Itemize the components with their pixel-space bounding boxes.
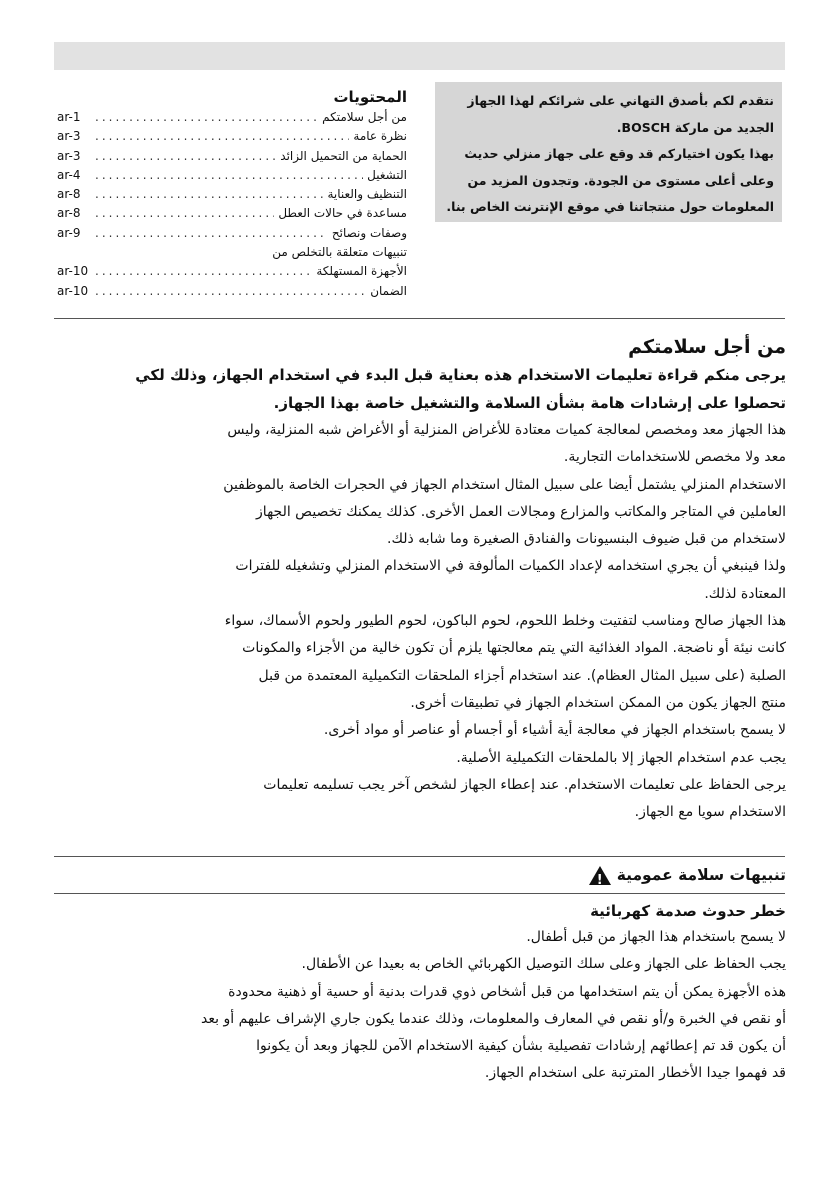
paragraph	[60, 979, 786, 1088]
text-line: قد فهموا جيدا الأخطار المترتبة على استخدام الجهاز.	[484, 1065, 786, 1082]
intro-bold-line: تحصلوا على إرشادات هامة بشأن السلامة والتشغيل خاصة بهذا الجهاز.	[273, 393, 786, 412]
toc-item-label: الأجهزة المستهلكة	[316, 264, 407, 279]
intro-line: نتقدم لكم بأصدق التهاني على شرائكم لهذا الجهاز	[467, 93, 774, 108]
general-warnings-title-row	[60, 863, 786, 887]
toc-item[interactable]	[57, 108, 407, 127]
electric-shock-heading: خطر حدوث صدمة كهربائية	[590, 902, 786, 920]
divider	[54, 856, 785, 857]
toc-item[interactable]	[57, 185, 407, 204]
section-heading: من أجل سلامتكم	[628, 336, 786, 358]
text-line: منتج الجهاز يكون من الممكن استخدام الجهاز في تطبيقات أخرى.	[410, 694, 786, 711]
toc-title: المحتويات	[333, 88, 407, 106]
intro-line: المعلومات حول منتجاتنا في موقع الإنترنت الخاص بنا.	[446, 199, 774, 214]
toc-item-page: ar-9	[57, 225, 81, 240]
toc-item-page: ar-3	[57, 148, 81, 163]
text-line: أن يكون قد تم إعطائهم إرشادات تفصيلية بشأن كيفية الاستخدام الآمن للجهاز وبعد أن يكونوا	[256, 1038, 786, 1055]
text-line: هذا الجهاز معد ومخصص لمعالجة كميات معتادة للأغراض المنزلية أو الأغراض شبه المنزلية، وليس	[227, 422, 786, 438]
divider	[54, 893, 785, 894]
toc-item[interactable]	[57, 166, 407, 185]
toc-leader	[95, 147, 276, 166]
toc-item-page: ar-10	[57, 264, 89, 279]
toc-item[interactable]	[57, 204, 407, 223]
general-warnings-section	[60, 898, 786, 1088]
toc-item[interactable]	[57, 282, 407, 301]
paragraph	[60, 951, 786, 978]
toc-item-label: نظرة عامة	[353, 129, 407, 144]
toc-leader	[95, 127, 349, 146]
toc-item-wrapped-line[interactable]: تنبيهات متعلقة بالتخلص من	[272, 245, 407, 260]
text-line: معد ولا مخصص للاستخدامات التجارية.	[563, 449, 786, 466]
text-line: لاستخدام من قبل ضيوف البنسيونات والفنادق الصغيرة وما شابه ذلك.	[387, 531, 786, 548]
table-of-contents	[57, 86, 407, 301]
toc-item-label: وصفات ونصائح	[331, 225, 407, 240]
text-line: المعتادة لذلك.	[704, 585, 786, 602]
text-line: العاملين في المتاجر والمكاتب والمزارع ومجالات العمل الأخرى. كذلك يمكنك تخصيص الجهاز	[256, 503, 786, 520]
toc-leader	[95, 204, 274, 223]
text-line: لا يسمح باستخدام الجهاز في معالجة أية أشياء أو أجسام أو عناصر أو مواد أخرى.	[323, 722, 786, 739]
paragraph	[60, 472, 786, 554]
text-line: كانت نيئة أو ناضجة. المواد الغذائية التي يتم معالجتها يلزم أن تكون خالية من الأجزاء والمكونات	[242, 640, 786, 657]
toc-item[interactable]	[57, 224, 407, 243]
intro-line: الجديد من ماركة BOSCH.	[616, 119, 774, 135]
text-line: الاستخدام المنزلي يشتمل أيضا على سبيل المثال استخدام الجهاز في الحجرات الخاصة بالموظفين	[223, 476, 786, 493]
text-line: أو نقص في الخبرة و/أو نقص في المعارف والمعلومات، وذلك عندما يكون جاري الإشراف عليهم أو بعد	[201, 1010, 786, 1027]
paragraph	[60, 553, 786, 608]
paragraph	[60, 772, 786, 827]
paragraph	[60, 717, 786, 744]
toc-item-label: مساعدة في حالات العطل	[278, 206, 407, 221]
toc-item-page: ar-4	[57, 167, 81, 182]
general-warnings-heading: تنبيهات سلامة عمومية	[616, 866, 786, 884]
toc-leader	[95, 282, 366, 301]
intro-box	[435, 82, 782, 222]
header-bar	[54, 42, 785, 70]
safety-section	[60, 332, 786, 826]
text-line: يجب الحفاظ على الجهاز وعلى سلك التوصيل الكهربائي الخاص به بعيدا عن الأطفال.	[301, 956, 786, 973]
toc-item-page: ar-8	[57, 187, 81, 202]
toc-item-label: الضمان	[370, 283, 407, 298]
text-line: يرجى الحفاظ على تعليمات الاستخدام. عند إعطاء الجهاز لشخص آخر يجب تسليمه تعليمات	[263, 776, 786, 793]
toc-leader	[95, 224, 328, 243]
text-line: هذا الجهاز صالح ومناسب لتفتيت وخلط اللحوم، لحوم الباكون، لحوم الطيور ولحوم الأسماك، سواء	[224, 613, 786, 630]
toc-leader	[95, 166, 363, 185]
toc-leader	[95, 185, 323, 204]
text-line: لا يسمح باستخدام هذا الجهاز من قبل أطفال.	[526, 929, 786, 945]
paragraph	[60, 417, 786, 472]
text-line: الصلبة (على سبيل المثال العظام). عند استخدام أجزاء الملحقات التكميلية المعتمدة من قبل	[258, 667, 786, 684]
intro-bold-line: يرجى منكم قراءة تعليمات الاستخدام هذه بعناية قبل البدء في استخدام الجهاز، وذلك لكي	[135, 366, 786, 384]
warning-triangle-icon	[589, 866, 611, 885]
text-line: يجب عدم استخدام الجهاز إلا بالملحقات التكميلية الأصلية.	[456, 749, 786, 766]
toc-item-label: الحماية من التحميل الزائد	[280, 148, 407, 163]
paragraph	[60, 924, 786, 951]
text-line: الاستخدام سويا مع الجهاز.	[634, 804, 786, 821]
text-line: هذه الأجهزة يمكن أن يتم استخدامها من قبل أشخاص ذوي قدرات بدنية أو حسية أو ذهنية محدودة	[228, 983, 786, 1000]
toc-leader	[95, 108, 318, 127]
text-line: ولذا فينبغي أن يجري استخدامه لإعداد الكميات المألوفة في الاستخدام المنزلي وتشغيله للفترات	[235, 558, 786, 575]
toc-item-label: التنظيف والعناية	[327, 187, 407, 202]
toc-item-label: من أجل سلامتكم	[322, 110, 407, 124]
intro-line: وعلى أعلى مستوى من الجودة. وتجدون المزيد من	[467, 172, 774, 188]
paragraph	[60, 608, 786, 717]
toc-item-page: ar-3	[57, 129, 81, 144]
general-warnings-heading-row	[60, 863, 786, 887]
toc-item-page: ar-10	[57, 283, 89, 298]
divider	[54, 318, 785, 319]
paragraph	[60, 745, 786, 772]
toc-item[interactable]	[57, 262, 407, 281]
toc-item-label: التشغيل	[367, 167, 407, 182]
toc-item-page: ar-1	[57, 110, 81, 124]
intro-line: بهذا يكون اختياركم قد وقع على جهاز منزلي حديث	[464, 146, 774, 161]
safety-intro	[60, 362, 786, 417]
toc-item-page: ar-8	[57, 206, 81, 221]
toc-leader	[95, 262, 312, 281]
toc-item[interactable]	[57, 127, 407, 146]
toc-item[interactable]	[57, 147, 407, 166]
